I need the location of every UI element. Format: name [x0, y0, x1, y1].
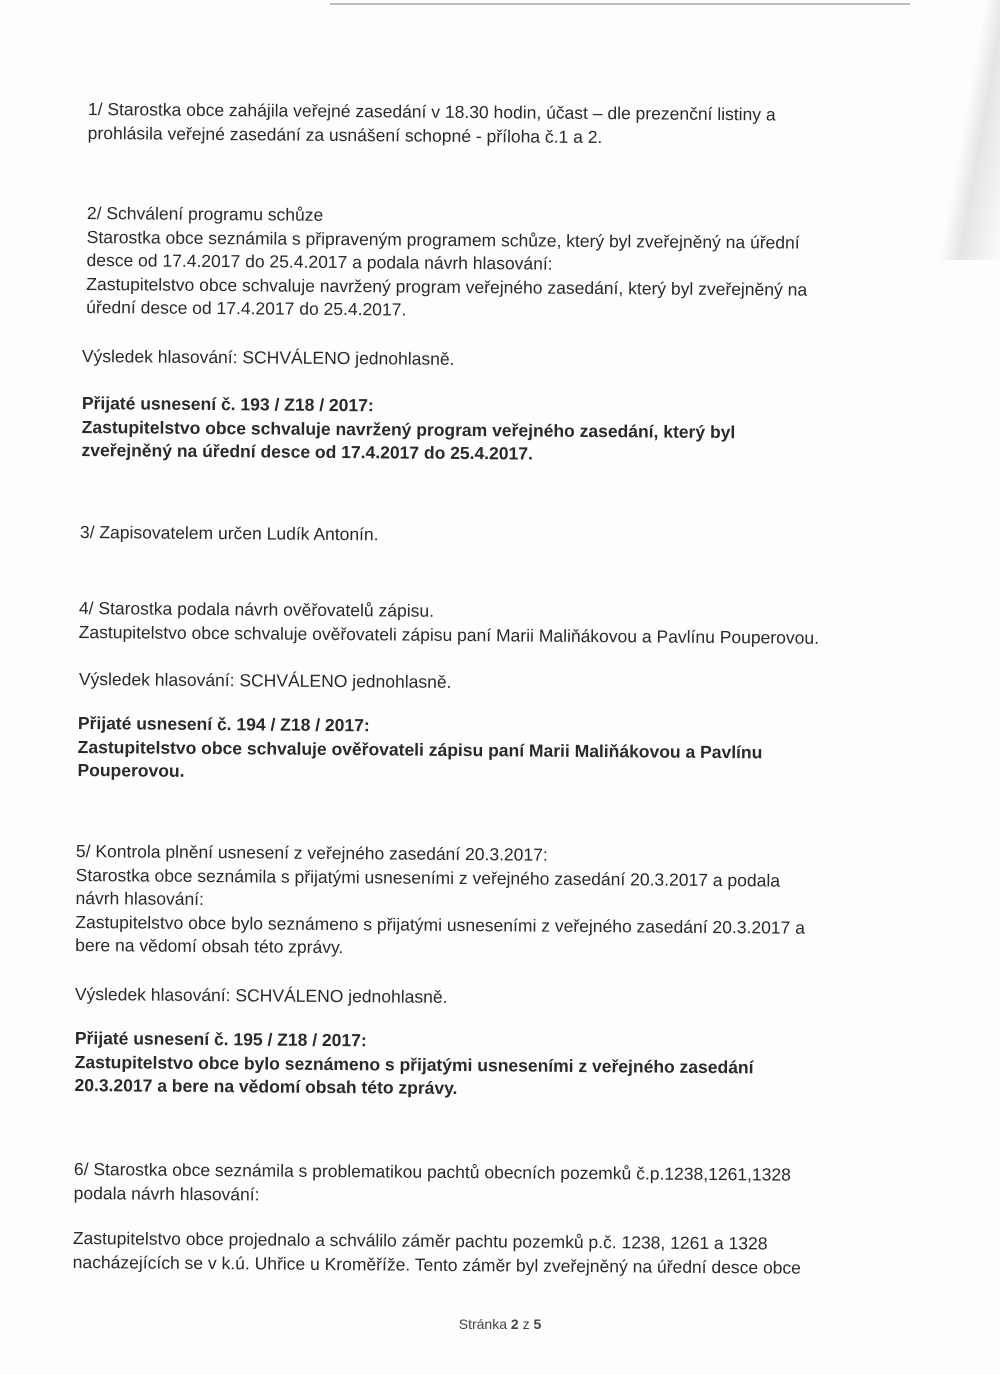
page-number-footer: [0, 1316, 1000, 1332]
section-4-heading: 4/ Starostka podala návrh ověřovatelů zápisu.: [78, 597, 435, 621]
section-5: [75, 840, 805, 963]
section-5-vote-result: Výsledek hlasování: SCHVÁLENO jednohlasně.: [74, 983, 448, 1007]
footer-of: z: [522, 1316, 530, 1332]
scan-page-edge-shadow: [910, 0, 1000, 260]
section-2-line-2: desce od 17.4.2017 do 25.4.2017 a podala návrh hlasování:: [86, 249, 553, 274]
section-6-line-4: nacházejících se v k.ú. Uhřice u Kroměříže. Tento záměr byl zveřejněný na úřední desce obce: [72, 1251, 802, 1278]
resolution-193-line-1: Zastupitelstvo obce schvaluje navržený program veřejného zasedání, který byl: [81, 416, 736, 442]
resolution-194-number: Přijaté usnesení č. 194 / Z18 / 2017:: [77, 712, 370, 736]
footer-label: Stránka: [458, 1316, 507, 1332]
section-5-heading: 5/ Kontrola plnění usnesení z veřejného zasedání 20.3.2017:: [75, 840, 548, 865]
section-5-line-1: Starostka obce seznámila s přijatými usneseními z veřejného zasedání 20.3.2017 a podala: [75, 864, 781, 891]
section-5-line-4: bere na vědomí obsah této zprávy.: [75, 934, 344, 958]
resolution-195-line-2: 20.3.2017 a bere na vědomí obsah této zprávy.: [74, 1074, 458, 1099]
resolution-195-line-1: Zastupitelstvo obce bylo seznámeno s přijatými usneseními z veřejného zasedání: [74, 1051, 754, 1077]
section-2-line-4: úřední desce od 17.4.2017 do 25.4.2017.: [86, 296, 407, 320]
section-6-line-3: Zastupitelstvo obce projednalo a schválilo záměr pachtu pozemků p.č. 1238, 1261 a 1328: [72, 1228, 768, 1254]
section-4-line-1: Zastupitelstvo obce schvaluje ověřovateli zápisu paní Marii Maliňákovou a Pavlínu Pouperovou.: [78, 621, 820, 648]
section-6: [74, 1158, 791, 1211]
section-6-line-1: 6/ Starostka obce seznámila s problematikou pachtů obecních pozemků č.p.1238,1261,1328: [73, 1159, 791, 1185]
section-2: [86, 202, 808, 325]
resolution-193: [81, 392, 735, 468]
section-2-line-3: Zastupitelstvo obce schvaluje navržený program veřejného zasedání, který byl zveřejněný na: [86, 273, 808, 300]
section-5-line-2: návrh hlasování:: [75, 887, 205, 910]
section-6-line-2: podala návrh hlasování:: [73, 1182, 260, 1204]
footer-page-number: 2: [510, 1316, 519, 1332]
resolution-195-number: Přijaté usnesení č. 195 / Z18 / 2017:: [74, 1028, 367, 1051]
section-6-body: [73, 1227, 802, 1280]
section-2-line-1: Starostka obce seznámila s připraveným programem schůze, který byl zveřejněný na úřední: [86, 226, 800, 253]
resolution-194: [77, 712, 762, 788]
section-1-line-2: prohlásila veřejné zasedání za usnášení schopné - příloha č.1 a 2.: [87, 122, 603, 147]
resolution-194-line-1: Zastupitelstvo obce schvaluje ověřovateli zápisu paní Marii Maliňákovou a Pavlínu: [77, 736, 763, 762]
scan-top-border: [330, 3, 910, 5]
resolution-195: [74, 1027, 753, 1103]
section-4-vote-result: Výsledek hlasování: SCHVÁLENO jednohlasně.: [78, 668, 452, 692]
section-5-line-3: Zastupitelstvo obce bylo seznámeno s přijatými usneseními z veřejného zasedání 20.3.2017 a: [75, 911, 806, 938]
section-3: 3/ Zapisovatelem určen Ludík Antonín.: [79, 521, 379, 545]
section-4: [79, 597, 820, 650]
resolution-194-line-2: Pouperovou.: [77, 759, 185, 781]
section-1: [88, 98, 776, 150]
section-2-heading: 2/ Schválení programu schůze: [86, 202, 324, 225]
section-1-line-1: 1/ Starostka obce zahájila veřejné zasedání v 18.30 hodin, účast – dle prezenční listiny a: [87, 98, 776, 125]
footer-total-pages: 5: [533, 1316, 542, 1332]
resolution-193-line-2: zveřejněný na úřední desce od 17.4.2017 do 25.4.2017.: [81, 439, 533, 464]
section-2-vote-result: Výsledek hlasování: SCHVÁLENO jednohlasně.: [81, 345, 455, 369]
resolution-193-number: Přijaté usnesení č. 193 / Z18 / 2017:: [81, 392, 374, 416]
